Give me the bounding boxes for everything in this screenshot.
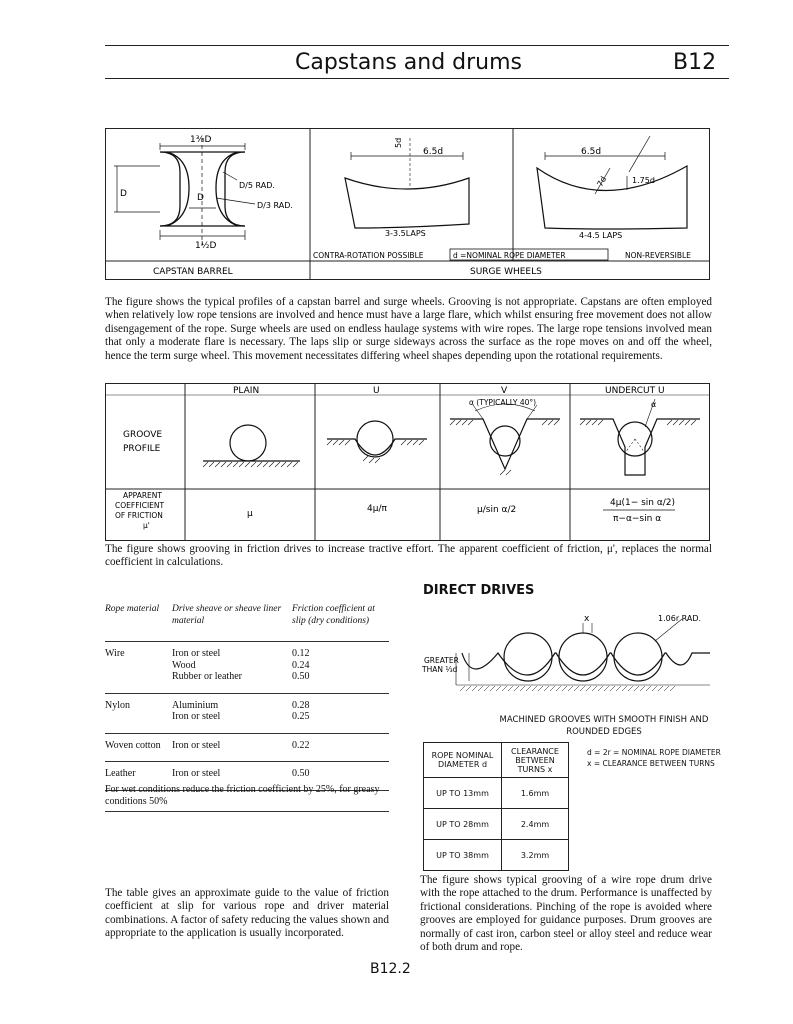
header-sheave-material: Drive sheave or sheave liner material bbox=[172, 604, 282, 626]
capstan-side-dim: D bbox=[120, 189, 127, 199]
greater-than-label: GREATER THAN ⅓d bbox=[422, 656, 459, 674]
clearance-table bbox=[423, 742, 569, 871]
wire-values bbox=[292, 642, 389, 694]
legend-d: d = 2r = NOMINAL ROPE DIAMETER bbox=[587, 748, 721, 757]
direct-drives-heading: DIRECT DRIVES bbox=[423, 583, 535, 598]
wet-conditions-note: For wet conditions reduce the friction coefficient by 25%, for greasy conditions 50% bbox=[105, 784, 380, 807]
nylon-values bbox=[292, 693, 389, 733]
surge-wheel-reversible bbox=[345, 138, 469, 228]
legend-x: x = CLEARANCE BETWEEN TURNS bbox=[587, 759, 715, 768]
table-row bbox=[105, 733, 389, 762]
coef-undercut-denominator: π−α−sin α bbox=[613, 514, 662, 524]
capstan-rad2: D/3 RAD. bbox=[257, 201, 293, 210]
clearance-header-rope: ROPE NOMINAL DIAMETER d bbox=[424, 743, 502, 778]
coef-undercut-numerator: 4μ(1− sin α/2) bbox=[610, 498, 676, 508]
nylon-materials bbox=[172, 693, 292, 733]
capstan-inner-dim: D bbox=[197, 193, 204, 203]
capstan-top-dim: 1⅜D bbox=[190, 135, 212, 145]
header-bottom-rule bbox=[105, 78, 729, 79]
groove-col-v: V bbox=[501, 386, 508, 396]
groove-v-drawing bbox=[450, 404, 560, 475]
clearance-row-2-x: 3.2mm bbox=[502, 840, 569, 871]
clearance-row-0-x: 1.6mm bbox=[502, 778, 569, 809]
wire-value-0: 0.12 bbox=[292, 648, 310, 659]
nylon-material-1: Iron or steel bbox=[172, 711, 221, 722]
undercut-angle-label: α bbox=[651, 400, 657, 409]
x-clearance-label: x bbox=[584, 614, 590, 624]
header-rope-material: Rope material bbox=[105, 604, 160, 614]
machined-grooves-caption: MACHINED GROOVES WITH SMOOTH FINISH AND ROUNDED EDGES bbox=[499, 715, 709, 737]
wire-value-2: 0.50 bbox=[292, 671, 310, 682]
groove-col-plain: PLAIN bbox=[233, 386, 260, 396]
groove-plain-drawing bbox=[203, 425, 300, 467]
wire-material-1: Wood bbox=[172, 659, 196, 671]
apparent-coefficient-label: APPARENT COEFFICIENT OF FRICTION μ' bbox=[115, 491, 165, 530]
nylon-value-0: 0.28 bbox=[292, 699, 310, 711]
paragraph-direct-drives: The figure shows typical grooving of a wire rope drum drive with the rope attached to the drum. Performance is unaffected by frictional considerations. Pinching of the rope is avoided where grooves are employed for guidance purposes. Drum grooves are normally of cast iron, carbon steel or alloy steel and reduce wear of both drum and rope. bbox=[420, 874, 712, 954]
coef-plain: μ bbox=[247, 509, 253, 519]
capstan-surge-figure bbox=[105, 128, 710, 280]
leather-value-0: 0.50 bbox=[292, 762, 389, 791]
section-code: B12 bbox=[673, 50, 717, 75]
wire-materials bbox=[172, 642, 292, 694]
wheel1-note: CONTRA-ROTATION POSSIBLE bbox=[313, 251, 424, 260]
wire-material-2: Rubber or leather bbox=[172, 671, 242, 682]
capstan-barrel-drawing bbox=[160, 152, 245, 226]
coef-v: μ/sin α/2 bbox=[477, 505, 517, 515]
wheel2-laps: 4-4.5 LAPS bbox=[579, 231, 623, 240]
cotton-material-0: Iron or steel bbox=[172, 733, 292, 762]
paragraph-capstans: The figure shows the typical profiles of a capstan barrel and surge wheels. Grooving is not appropriate. Capstans are often employed when relatively low rope tensions are involved and hence must have a large flare, which whilst ensuring free movement does not allow disengagement of the rope. Surge wheels are used on endless haulage systems with wire ropes. The large rope tensions involved mean that only a moderate flare is necessary. The laps slip or surge sideways across the surface as the rope moves on and off the wheel, hence the term surge wheel. This movement necessitates differing wheel shapes depending upon the rotational requirements. bbox=[105, 296, 712, 362]
note-rule bbox=[105, 811, 389, 812]
clearance-row-1-x: 2.4mm bbox=[502, 809, 569, 840]
wheel1-width: 6.5d bbox=[423, 147, 444, 157]
rope-diameter-legend: d =NOMINAL ROPE DIAMETER bbox=[453, 251, 566, 260]
capstan-rad1: D/5 RAD. bbox=[239, 181, 275, 190]
wheel2-flare: 1.75d bbox=[632, 176, 655, 185]
wheel2-width: 6.5d bbox=[581, 147, 602, 157]
paragraph-friction-table: The table gives an approximate guide to the value of friction coefficient at slip for various rope and driver material combinations. A factor of safety reducing the values shown and appropriate to the application is usually incorporated. bbox=[105, 887, 389, 940]
groove-undercut-drawing bbox=[580, 399, 700, 475]
v-angle-label: α (TYPICALLY 40°) bbox=[469, 398, 537, 407]
rope-wire: Wire bbox=[105, 642, 172, 694]
wheel2-depth: 7d bbox=[595, 174, 609, 189]
friction-coefficient-table bbox=[105, 604, 389, 791]
page-title: Capstans and drums bbox=[295, 50, 523, 75]
clearance-header-x: CLEARANCE BETWEEN TURNS x bbox=[502, 743, 569, 778]
wire-material-0: Iron or steel bbox=[172, 648, 221, 659]
rope-nylon: Nylon bbox=[105, 693, 172, 733]
page-number: B12.2 bbox=[370, 961, 411, 977]
cotton-value-0: 0.22 bbox=[292, 733, 389, 762]
paragraph-grooving: The figure shows grooving in friction drives to increase tractive effort. The apparent coefficient of friction, μ', replaces the normal coefficient in calculations. bbox=[105, 543, 712, 569]
nylon-value-1: 0.25 bbox=[292, 711, 310, 722]
leather-material-0: Iron or steel bbox=[172, 762, 292, 791]
groove-profile-figure bbox=[105, 383, 710, 541]
groove-profile-label: GROOVE PROFILE bbox=[123, 430, 163, 454]
wheel1-laps: 3-3.5LAPS bbox=[385, 229, 426, 238]
surge-wheel-nonreversible bbox=[537, 136, 687, 229]
table-row bbox=[105, 642, 389, 694]
rope-woven-cotton: Woven cotton bbox=[105, 733, 172, 762]
wire-value-1: 0.24 bbox=[292, 659, 310, 671]
rope-leather: Leather bbox=[105, 762, 172, 791]
capstan-bottom-dim: 1½D bbox=[195, 241, 217, 251]
clearance-row-2-rope: UP TO 38mm bbox=[424, 840, 502, 871]
surge-wheels-caption: SURGE WHEELS bbox=[470, 267, 542, 277]
capstan-caption: CAPSTAN BARREL bbox=[153, 267, 233, 277]
wheel1-height: 5d bbox=[394, 137, 403, 148]
groove-u-drawing bbox=[327, 421, 427, 463]
rad-label: 1.06r RAD. bbox=[658, 614, 702, 623]
clearance-row-0-rope: UP TO 13mm bbox=[424, 778, 502, 809]
wheel2-note: NON-REVERSIBLE bbox=[625, 251, 691, 260]
coef-u: 4μ/π bbox=[367, 504, 387, 514]
header-friction-coefficient: Friction coefficient at slip (dry conditions) bbox=[292, 604, 375, 626]
table-row bbox=[105, 693, 389, 733]
header-top-rule bbox=[105, 45, 729, 46]
clearance-row-1-rope: UP TO 28mm bbox=[424, 809, 502, 840]
groove-col-undercut: UNDERCUT U bbox=[605, 386, 665, 396]
groove-col-u: U bbox=[373, 386, 380, 396]
nylon-material-0: Aluminium bbox=[172, 699, 219, 711]
